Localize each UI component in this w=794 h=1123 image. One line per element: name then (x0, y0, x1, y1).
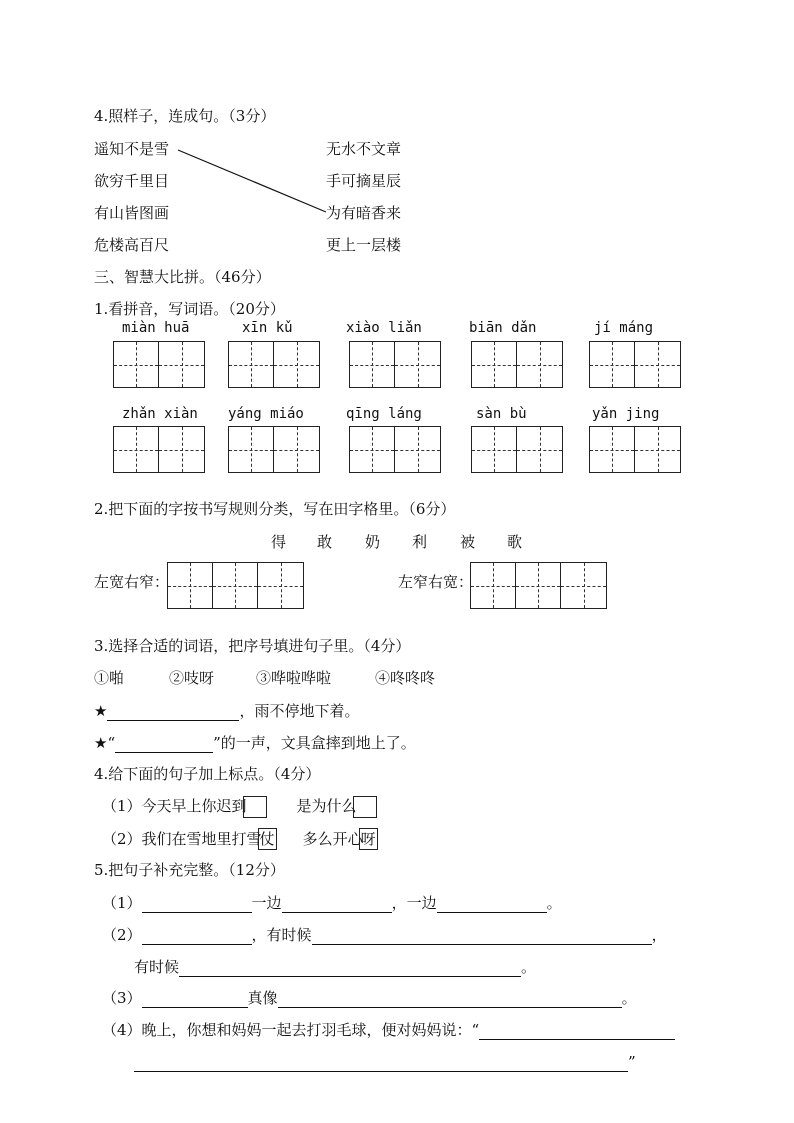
q5-sentence-2 (102, 925, 667, 945)
answer-blank[interactable] (115, 736, 213, 753)
q3-option: ④咚咚咚 (375, 669, 436, 687)
q3-s2-text: ”的一声，文具盒摔到地上了。 (213, 734, 416, 752)
q5-s3-num: （3） (102, 989, 142, 1007)
q2-char: 得 (271, 533, 287, 551)
answer-blank[interactable] (107, 704, 239, 721)
q2-char: 歌 (507, 533, 523, 551)
pinyin-label: yáng miáo (228, 406, 304, 422)
q5-s3-end: 。 (621, 989, 637, 1007)
pinyin-label: zhǎn xiàn (122, 406, 198, 422)
q5-s4-end: ” (628, 1053, 636, 1071)
tianzige-box[interactable] (589, 426, 681, 473)
pinyin-label: sàn bù (476, 406, 527, 422)
q4-title: 4.给下面的句子加上标点。（4分） (94, 765, 321, 783)
pinyin-label: xiào liǎn (346, 320, 422, 336)
tianzige-box[interactable] (228, 426, 320, 473)
q1-title: 1.看拼音，写词语。（20分） (94, 300, 285, 318)
answer-blank[interactable] (479, 1023, 675, 1040)
q5-title: 5.把句子补充完整。（12分） (94, 861, 285, 879)
punctuation-box[interactable]: 仗 (259, 830, 275, 848)
answer-blank[interactable] (179, 960, 521, 977)
tianzige-box[interactable] (167, 562, 304, 609)
q2-title: 2.把下面的字按书写规则分类，写在田字格里。（6分） (94, 500, 456, 518)
pinyin-label: yǎn jing (592, 406, 660, 422)
star-icon: ★ (94, 702, 108, 720)
q5-sentence-1 (102, 893, 562, 913)
q5-s2-num: （2） (102, 926, 142, 944)
answer-blank[interactable] (142, 928, 252, 945)
q5-s2-end: ， (651, 926, 667, 944)
answer-blank[interactable] (278, 991, 622, 1008)
match-right-2: 手可摘星辰 (326, 172, 402, 190)
q5-sentence-4 (102, 1020, 675, 1040)
q2-char: 敢 (317, 533, 333, 551)
pinyin-label: biān dǎn (469, 320, 537, 336)
tianzige-box[interactable] (471, 426, 563, 473)
q2-char: 被 (460, 533, 476, 551)
q5-s2-line2: 有时候 (134, 958, 180, 976)
punctuation-box[interactable] (353, 796, 377, 818)
match-left-1: 遥知不是雪 (94, 140, 170, 158)
q4-sentence-2 (102, 828, 378, 850)
q4-s1-b: 是为什么 (296, 797, 357, 815)
q3-sentence-1 (94, 701, 359, 721)
pinyin-label: qīng láng (346, 406, 422, 422)
q5-s3-mid: 真像 (247, 989, 278, 1007)
match-title: 4.照样子，连成句。（3分） (94, 107, 276, 125)
q5-s2-mid: ，有时候 (251, 926, 312, 944)
right-wide-label: 左窄右宽： (398, 573, 474, 591)
q3-title: 3.选择合适的词语，把序号填进句子里。（4分） (94, 637, 411, 655)
pinyin-label: miàn huā (122, 320, 190, 336)
answer-blank[interactable] (437, 896, 547, 913)
answer-blank[interactable] (142, 991, 248, 1008)
q3-s1-text: ，雨不停地下着。 (239, 702, 360, 720)
q3-sentence-2 (94, 733, 416, 753)
q2-char: 奶 (365, 533, 381, 551)
answer-blank[interactable] (282, 896, 392, 913)
tianzige-box[interactable] (113, 426, 205, 473)
tianzige-box[interactable] (471, 341, 563, 388)
q3-s2-prefix: ★“ (94, 734, 116, 752)
q3-option: ①啪 (94, 669, 125, 687)
answer-blank[interactable] (312, 928, 652, 945)
left-wide-label: 左宽右窄： (94, 573, 170, 591)
match-example-line (0, 0, 794, 300)
q4-s2-b: 多么开心 (302, 830, 363, 848)
match-left-2: 欲穷千里目 (94, 172, 170, 190)
answer-blank[interactable] (142, 896, 252, 913)
q5-s1-num: （1） (102, 894, 142, 912)
match-left-3: 有山皆图画 (94, 204, 170, 222)
match-right-3: 为有暗香来 (326, 204, 402, 222)
tianzige-box[interactable] (349, 341, 441, 388)
pinyin-label: jí máng (594, 320, 654, 336)
punctuation-box[interactable]: 呀 (360, 830, 376, 848)
tianzige-box[interactable] (470, 562, 607, 609)
q5-s1-mid: 一边 (251, 894, 282, 912)
q4-sentence-1 (102, 796, 377, 818)
tianzige-box[interactable] (228, 341, 320, 388)
answer-blank[interactable] (134, 1055, 628, 1072)
q4-s1-a: （1）今天早上你迟到 (102, 797, 247, 815)
q5-s1-mid2: ，一边 (391, 894, 437, 912)
tianzige-box[interactable] (349, 426, 441, 473)
q5-sentence-2b (134, 957, 536, 977)
q5-s2-line2-end: 。 (521, 958, 537, 976)
q5-s1-end: 。 (546, 894, 562, 912)
q4-s2-a: （2）我们在雪地里打雪 (102, 830, 262, 848)
q3-option: ③哗啦哗啦 (256, 669, 332, 687)
q5-s4-text: （4）晚上，你想和妈妈一起去打羽毛球，便对妈妈说：“ (102, 1021, 480, 1039)
tianzige-box[interactable] (113, 341, 205, 388)
q3-option: ②吱呀 (169, 669, 215, 687)
q5-sentence-3 (102, 988, 637, 1008)
q5-sentence-4b (134, 1052, 636, 1072)
tianzige-box[interactable] (589, 341, 681, 388)
match-left-4: 危楼高百尺 (94, 236, 170, 254)
pinyin-label: xīn kǔ (242, 320, 293, 336)
match-right-1: 无水不文章 (326, 140, 402, 158)
match-right-4: 更上一层楼 (326, 236, 402, 254)
q2-char: 利 (412, 533, 428, 551)
section3-title: 三、智慧大比拼。（46分） (94, 268, 271, 286)
punctuation-box[interactable] (243, 796, 267, 818)
